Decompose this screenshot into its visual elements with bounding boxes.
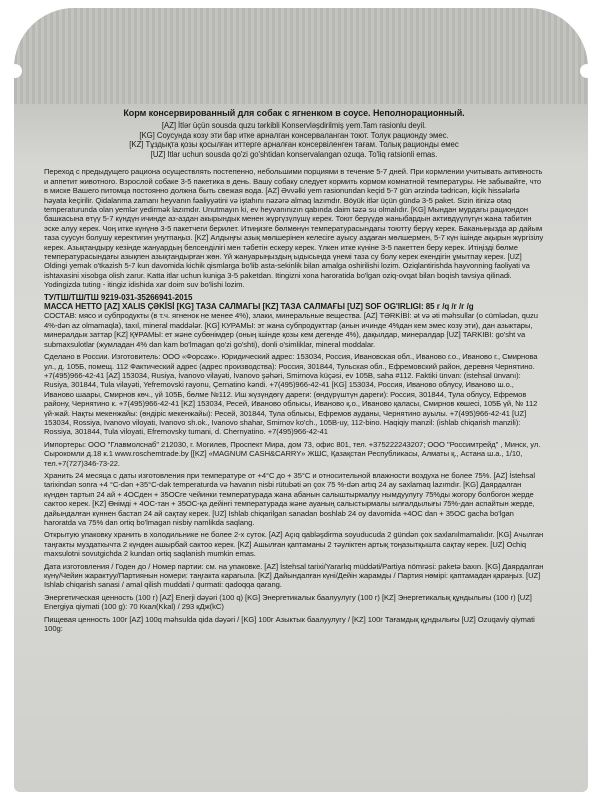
dates-info: Дата изготовления / Годен до / Номер партии: см. на упаковке. [AZ] İstehsal tarixi/Yararlıq müddəti/Partiya nömrəsi: paketə baxın. [KG] Даярдалган күнү/Чейин жарактуу/Партиянын номери: таңгакта карагыла. [KZ] Дайындалған күні/Дейін жарамды / Партия нөмірі: қаптамадан қараңыз. [UZ] Ishlab chiqarish sanasi / amal qilish muddati / qurmati: qadoqqa qarang. <box>44 561 544 590</box>
product-header <box>44 108 544 159</box>
feeding-instructions: Переход с предыдущего рациона осуществлять постепенно, небольшими порциями в течение 5-7 дней. При кормлении учитывать активность и аппетит животного. Взрослой собаке 3-5 пакетика в день. Вашу собаку следует кормить кормом комнатной температуры. Не забывайте, что в миске Вашего питомца постоянно должна быть свежая вода. [AZ] Əvvəlki yem rasionundan keçid 5-7 gün ərzində tədricən, kiçik hissələrlə həyata keçirilir. Qidalanma zamanı heyvanın fəaliyyətini və iştahını nəzərə almaq lazımdır. Böyük itlər üçün gündə 3-5 paket. Sizin itinizə otaq temperaturunda olan yemlər yedirmək lazımdır. Unutmayın ki, ev heyvanınızın qabında daim təzə su olmalıdır. [KG] Мындан мурдагы рациондон башкасына өтүү 5-7 күндүн ичинде аз-аздан акырындык менен жүргүзүлүшү керек. Тоют берүүдө жаныбардын активдүүлүгүн жана табитин эске алуу керек. Чоң итке күнүнө 3-5 пакетчеги берилет. Итиңизге бөлмөнүн температурасындагы тоютту берүү керек. Баканыңызда ар дайым таза суусун болушу керектигин унутпаңыз. [KZ] Алдыңғы азық мөлшерінен келесіге ауысу аздаған мөлшермен, 5-7 күн ішінде ақырын жүргізілу керек. Азықтандыру кезінде жануардың белсенділігі мен тәбетін ескеру керек. Үлкен итке күніне 3-5 пакеттен беру керек. Итіңізді бөлме температурасындағы азықпен азықтандырған жөн. Үй жануарыңыздың ыдысында үнемі таза су болу керек екендігін ұмытпау керек. [UZ] Oldingi yemak o'tkazish 5-7 kun davomida kichik qismlarga bo'lib asta-sekinlik bilan amalga oshirilishi lozim. Oziqlantirishda hayvonning faoliyati va ishtaxasini xisobga olish zarur. Katta itlar uchun kuniga 3-5 paketdan. Itingizni xona haroratida bo'lgan oziq-ovqat bilan boqish tavsiya qilinadi. Yodingizda tuting - itingiz idishida xar doim suv bo'lishi lozim. <box>44 167 544 290</box>
composition: СОСТАВ: мясо и субпродукты (в т.ч. ягненок не менее 4%), злаки, минеральные вещества. [AZ] TƏRKİBİ: ət və əti məhsullar (o cümlədən, quzu 4%-dən az olmamaqla), taxıl, mineral maddələr. [KG] КУРАМЫ: эт жана субпродукттар (анын ичинде 4%дан кем эмес козу эти), дан азыктары, минералдык заттар [KZ] ҚҰРАМЫ: ет және субөнімдер (оның ішінде қозы кем дегенде 4%), дақылдар, минералдар [UZ] TARKIBI: go'sht va submaxsulotlar (жумладан 4% dan kam bo'lmagan qo'zi go'shti), donli o'simliklar, mineral moddalar. <box>44 311 538 349</box>
standard-code: ТУ/ТШ/ТШ/ТШ 9219-031-35266941-2015 <box>44 292 193 302</box>
title-az: [AZ] İtlər üçün sousda quzu tərkibli Konservləşdirilmiş yem.Tam rasionlu deyil. <box>161 121 427 130</box>
energy-value: Энергетическая ценность (100 г) [AZ] Enerji dəyəri (100 q) [KG] Энергетикалык баалуулугу (100 г) [KZ] Энергетикалық құндылығы (100 г) [UZ] Energiya qiymati (100 g): 70 Ккал(Kkal) / 293 кДж(kC) <box>44 592 532 612</box>
title-kz: [KZ] Тұздықта қозы қосылған иттерге арналған консервіленген тағам. Толық рационды емес <box>129 140 459 150</box>
title-kg: [KG] Соусунда козу эти бар итке арналган консерваланган тоют. Толук рационду эмес. <box>139 130 449 140</box>
nutrition-value: Пищевая ценность 100г [AZ] 100q məhsulda qida dəyəri / [KG] 100г Азыктык баалуулугу / [KZ] 100г Тағамдық құндылығы [UZ] Ozuqaviy qiymati 100g: <box>44 614 535 634</box>
importer-info: Импортеры: ООО "Главмолснаб" 212030, г. Могилев, Проспект Мира, дом 73, офис 801, тел. +375222243207; ООО "Россимтрейд" , Минск, ул. Сырокомли д.18 к.1 www.roschemtrade.by [[KZ] «MAGNUM CASH&CARRY» ЖШС, Қазақстан Республикасы, Алматы қ., Астана ш.а., 1/10, тел.+7(727)346-73-22. <box>44 439 541 468</box>
top-seal <box>14 8 588 104</box>
title-uz: [UZ] Itlar uchun sousda qo'zi go'shtidan konservalangan ozuqa. To'liq ratsionli emas. <box>150 149 438 159</box>
net-weight: МАССА НЕТТО [AZ] XALIS ÇƏKİSİ [KG] ТАЗА САЛМАГЫ [KZ] ТАЗА САЛМАҒЫ [UZ] SOF OG'IRLIGI: 85 г /q /г /г /g <box>44 302 474 312</box>
storage-conditions: Хранить 24 месяца с даты изготовления при температуре от +4°С до + 35°С и относительной влажности воздуха не более 75%. [AZ] İstehsal tarixindən sonra +4 °C-dən +35°C-dək temperaturda və havanın nisbi rütubəti ən çox 75 %-dən artıq 24 ay saxlamaq lazımdır. [KG] Даярдалган күндөн тартып 24 ай + 4ОСден + 35ОСге чейинки температурада жана абанын салыштырмалуу нымдуулугу 75%ды жогору болбогон жерде сактоо керек. [KZ] Өнімді + 4ОС-тан + 35ОС-қа дейінгі температурада және ауаның салыстырмалы ылғалдылығы 75%-дан аспайтын жерде, дайындалған күннен бастап 24 ай сақтау керек. [UZ] Ishlab chiqarilgan sanadan boshlab 24 oy davomida +4ОС dan + 35ОС gacha bo'lgan haroratda va 75% dan ortiq bo'lmagan nisbiy namlikda saqlang. <box>44 470 536 527</box>
tear-notch-right <box>580 64 588 78</box>
opened-storage: Открытую упаковку хранить в холодильнике не более 2-х суток. [AZ] Açıq qabləşdirma soyuducuda 2 gündən çox saxlanılmamalıdır. [KG] Ачылган таңгакты муздаткычта 2 күндөн ашырбай сактоо керек. [KZ] Ашылған қаптаманы 2 тәуліктен артық тоңазытқышта сақтау керек. [UZ] Ochiq maxsulotni sovutgichda 2 kundan ortiq saqlanish mumkin emas. <box>44 530 544 559</box>
product-title: Корм консервированный для собак с ягненком в соусе. Неполнорационный. <box>123 108 465 118</box>
manufacturer-info: Сделано в России. Изготовитель: ООО «Форсаж». Юридический адрес: 153034, Россия, Ивановская обл., Иваново г.о., Иваново г., Смирнова ул., д. 105Б, помещ. 112 Фактический адрес (адрес производства): Россия, 301844, Тульская обл., Ефремовский район, деревня Чернятино. +7(495)966-42-41 [AZ] 153034, Rusiya, İvanovo vilayəti, İvanovo şəhəri, Smirnova küçəsi, ev 105B, saha #112. Faktiki ünvan: (istehsal ünvanı): Rusiya, 301844, Tula vilayəti, Yefremovski rayonu, Çernatino kəndi. +7(495)966-42-41 [KG] 153034, Россия, Иваново облусу, Иваново ш.о., Иваново шаары, Смирнов көч., үй 105Б, бөлме №112. Иш жүзүндөгү дареги: (өндүрүштүн дареги): Россия, 301844, Тула облусу, Ефремов району, Чернятино к. +7(495)966-42-41 [KZ] 153034, Ресей, Иваново облысы, Иваново қ.о., Иваново қаласы, Смирнов көшесі, 105Б үй, № 112 үй-жай. Нақты мекенжайы: (өндіріс мекенжайы): Ресей, 301844, Тула облысы, Ефремов ауданы, Чернятино ауылы. +7(495)966-42-41 [UZ] 153034, Rossiya, Ivanovo viloyati, Ivanovo sh.ok., Ivanovo shahar, Smirnov ko'ch., 105B-uy, 112-bino. Haqiqiy manzil: (ishlab chiqarish manzili): Rossiya, 301844, Tula viloyati, Efremovsky tumani, d. Chernyatino. +7(495)966-42-41 <box>44 352 538 437</box>
label-text <box>44 108 544 636</box>
